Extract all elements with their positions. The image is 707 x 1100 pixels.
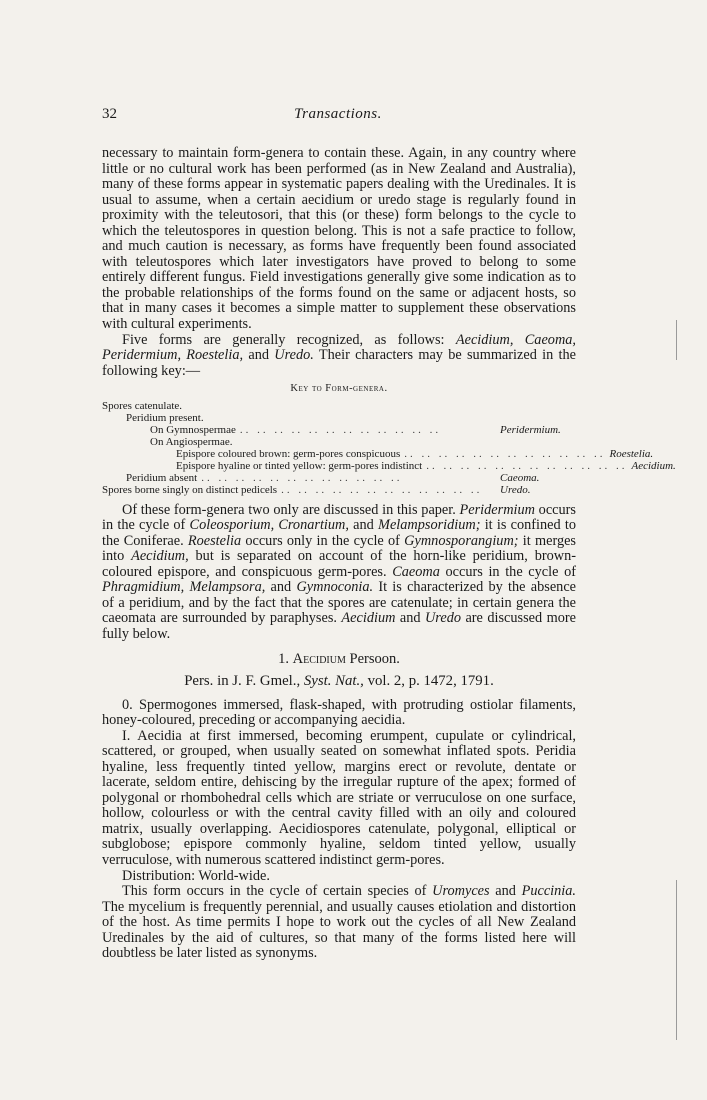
text-run: it is confined to the Coniferae. — [102, 517, 576, 549]
key-leader-dots: .. .. .. .. .. .. .. .. .. .. .. .. — [426, 460, 628, 473]
key-row-label: Peridium absent — [126, 472, 198, 485]
paragraph-forms — [102, 333, 576, 380]
key-row — [102, 484, 576, 496]
key-row — [102, 448, 654, 461]
text-run: and — [243, 347, 275, 364]
key-leader-dots: .. .. .. .. .. .. .. .. .. .. .. .. — [404, 448, 606, 461]
key-row-label: Spores catenulate. — [102, 399, 183, 412]
scan-edge-mark — [676, 880, 677, 1040]
paragraph-form-genera — [102, 503, 576, 643]
paragraph-intro: necessary to maintain form-genera to contain these. Again, in any country where little or no cultural work has been performed (as in New Zealand and Australia), many of these forms appear in systematic papers dealing with the Uredinales. It is usual to assume, when a certain aecidium or uredo stage is regularly found in proximity with the teleutosori, that this (or these) form belongs to the cycle to which the teleutospores in question belong. This is not a safe practice to follow, and much caution is necessary, as forms have frequently been found associated with teleutospores which later investigators have proved to belong to some entirely different fungus. Field investigations generally give some indication as to the probable relationships of the forms found on the same or adjacent hosts, so that in many cases it becomes a simple matter to supplement these observations with cultural experiments. — [102, 145, 576, 333]
section-genus: Aecidium — [292, 651, 346, 668]
key-row — [102, 436, 576, 448]
text-run: and — [265, 579, 297, 596]
key-row-label: On Angiospermae. — [150, 436, 233, 449]
key-row-genus: Peridermium. — [500, 423, 561, 436]
section-heading — [102, 652, 576, 668]
text-run: Roestelia — [187, 532, 242, 549]
key-row-label: Epispore coloured brown: germ-pores conspicuous — [176, 448, 401, 461]
body-text — [102, 145, 676, 962]
text-run: Their characters may be summarized in the following key:— — [102, 347, 576, 379]
key-row — [102, 400, 576, 412]
text-run: Five forms are generally recognized, as follows: — [122, 331, 456, 348]
citation — [102, 674, 576, 690]
text-run: are discussed more fully below. — [102, 610, 576, 642]
text-run: Uredo. — [274, 347, 314, 364]
page-header — [102, 106, 574, 126]
text-run: occurs only in the cycle of — [241, 532, 405, 549]
key-row-label: Peridium present. — [126, 411, 204, 424]
paragraph-spermogones: 0. Spermogones immersed, flask-shaped, with protruding ostiolar filaments, honey-coloured, preceding or accompanying aecidia. — [102, 696, 576, 729]
text-run: This form occurs in the cycle of certain species of — [122, 883, 433, 900]
text-run: Aecidium — [341, 610, 396, 627]
scan-edge-mark — [676, 320, 677, 360]
text-run: Uromyces — [432, 883, 490, 900]
text-run: Aecidium, — [131, 548, 189, 565]
key-row-genus: Roestelia. — [609, 448, 654, 461]
text-run: and — [489, 883, 522, 900]
text-run: Phragmidium, Melampsora, — [102, 579, 266, 596]
text-run: Melampsoridium; — [378, 517, 481, 534]
key-row — [102, 412, 576, 424]
key-leader-dots: .. .. .. .. .. .. .. .. .. .. .. .. — [201, 472, 403, 485]
key-row-label: Epispore hyaline or tinted yellow: germ-pores indistinct — [176, 460, 423, 473]
text-run: Pers. in J. F. Gmel., — [184, 672, 304, 689]
key-row — [102, 472, 576, 484]
text-run: occurs in the cycle of — [102, 501, 576, 534]
running-title: Transactions. — [294, 106, 382, 122]
paragraph-distribution: Distribution: World-wide. — [122, 867, 270, 884]
paragraph-aecidia: I. Aecidia at first immersed, becoming erumpent, cupulate or cylindrical, scattered, or grouped, when usually seated on somewhat inflated spots. Peridia hyaline, less frequently tinted yellow, margins erect or revolute, dentate or lacerate, seldom entire, dehiscing by the irregular rupture of the apex; formed of polygonal or rhombohedral cells which are striate or verruculose on one surface, hollow, colourless or with the central cavity filled with an oily and coloured matrix, usually overlapping. Aecidiospores catenulate, polygonal, elliptical or subglobose; epispore commonly hyaline, seldom tinted yellow, usually verruculose, with numerous scattered indistinct germ-pores. — [102, 727, 576, 868]
key-title: Key to Form-genera. — [290, 383, 388, 395]
section-number: 1. — [278, 651, 289, 668]
text-run: Caeoma — [392, 563, 440, 580]
text-run: it merges into — [102, 532, 576, 565]
text-run: and — [348, 517, 379, 534]
key-row-label: Spores borne singly on distinct pedicels — [102, 484, 278, 497]
key-row-label: On Gymnospermae — [150, 423, 236, 436]
paragraph-cycle — [102, 884, 576, 962]
key-row-genus: Aecidium. — [631, 460, 676, 473]
text-run: Uredo — [424, 610, 461, 627]
text-run: vol. 2, p. 1472, 1791. — [363, 672, 494, 689]
text-run: Of these form-genera two only are discussed in this paper. — [122, 501, 460, 518]
page-number: 32 — [102, 106, 117, 122]
text-run: occurs in the cycle of — [439, 563, 576, 580]
text-run: Gymnosporangium; — [404, 532, 519, 549]
text-run: Coleosporium, Cronartium, — [189, 517, 349, 534]
text-run: and — [395, 610, 425, 627]
section-author: Persoon. — [349, 651, 400, 668]
text-run: Gymnoconia. — [296, 579, 374, 596]
text-run: It is characterized by the absence of a peridium, and by the fact that the spores are catenulate; in certain genera the caeomata are surrounded by paraphyses. — [102, 579, 577, 627]
text-run: but is separated on account of the horn-like peridium, brown-coloured epispore, and conspicuous germ-pores. — [102, 548, 576, 580]
key-row-genus: Caeoma. — [500, 472, 540, 485]
text-run: Syst. Nat., — [303, 672, 364, 689]
text-run: The mycelium is frequently perennial, and usually causes etiolation and distortion of the host. As time permits I hope to work out the cycles of all New Zealand Uredinales by the aid of cultures, so that many of the forms listed here will doubtless be later listed as synonyms. — [102, 898, 576, 962]
key-row-genus: Uredo. — [500, 484, 531, 497]
key-leader-dots: .. .. .. .. .. .. .. .. .. .. .. .. — [239, 423, 442, 436]
key-leader-dots: .. .. .. .. .. .. .. .. .. .. .. .. — [281, 484, 483, 497]
key-row — [102, 460, 676, 473]
key-row — [102, 424, 576, 436]
form-genera-key — [102, 399, 676, 497]
text-run: Puccinia. — [521, 883, 576, 900]
text-run: Peridermium — [459, 501, 535, 518]
text-run: Aecidium, Caeoma, Peridermium, Roestelia, — [102, 331, 576, 364]
